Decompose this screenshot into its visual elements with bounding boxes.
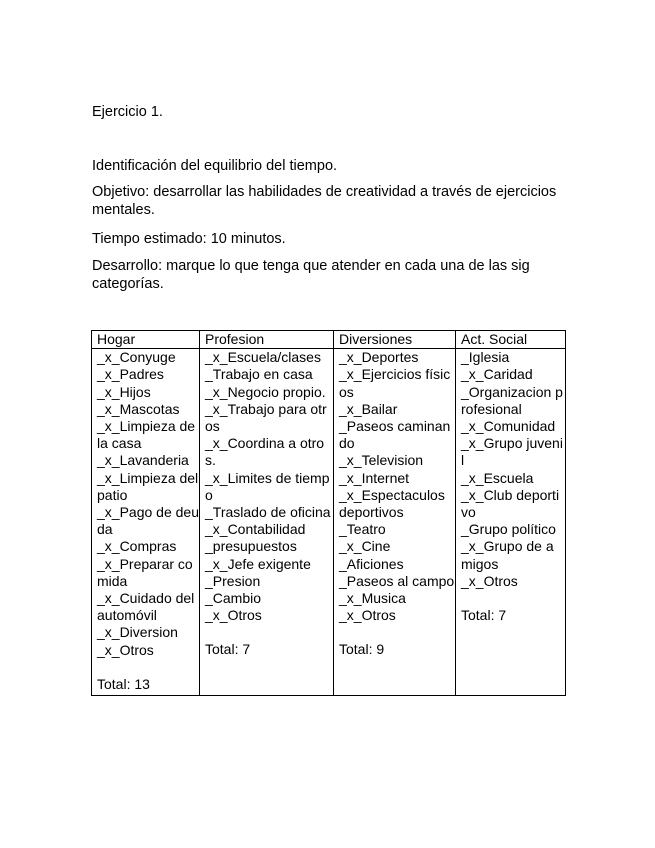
total-diversiones: Total: 9 [339, 641, 385, 658]
list-item: _Organizacion profesional [461, 383, 563, 417]
list-item: _x_Pago de deuda [97, 504, 199, 538]
list-item: _x_Diversion [97, 624, 178, 641]
total-act-social: Total: 7 [461, 607, 507, 624]
list-item: _Teatro [339, 521, 386, 538]
exercise-time: Tiempo estimado: 10 minutos. [92, 231, 286, 247]
list-item: _x_Limpieza de la casa [97, 418, 196, 452]
column-hogar [92, 349, 200, 696]
list-item: _Cambio [205, 590, 262, 607]
column-act-social [456, 349, 566, 696]
spacer [97, 659, 199, 676]
list-item: _x_Grupo juvenil [461, 435, 563, 469]
list-item: _x_Coordina a otros. [205, 435, 325, 469]
list-item: _x_Otros [205, 607, 262, 624]
list-item: _x_Lavanderia [97, 452, 189, 469]
list-item: _x_Limites de tiempo [205, 469, 330, 503]
list-item: _x_Jefe exigente [205, 555, 311, 572]
column-profesion [200, 349, 334, 696]
column-header-act-social: Act. Social [456, 331, 566, 349]
exercise-objective: Objetivo: desarrollar las habilidades de creatividad a través de ejercicios mentales. [92, 184, 557, 218]
exercise-title: Ejercicio 1. [92, 104, 163, 120]
column-header-hogar: Hogar [92, 331, 200, 349]
list-item: _x_Conyuge [97, 349, 176, 366]
list-item: _x_Musica [339, 590, 406, 607]
list-item: _x_Negocio propio. [205, 383, 326, 400]
column-header-profesion: Profesion [200, 331, 334, 349]
list-item: _x_Comunidad [461, 418, 556, 435]
list-item: _x_Deportes [339, 349, 419, 366]
list-item: _x_Bailar [339, 400, 398, 417]
list-item: _x_Otros [461, 572, 518, 589]
list-item: _x_Ejercicios físicos [339, 366, 451, 400]
list-item: _x_Cuidado del automóvil [97, 590, 195, 624]
list-item: _x_Compras [97, 538, 177, 555]
total-profesion: Total: 7 [205, 641, 251, 658]
list-item: _x_Hijos [97, 383, 151, 400]
list-item: _Paseos al campo [339, 572, 455, 589]
table-header-row [92, 331, 566, 349]
list-item: _x_Escuela [461, 469, 534, 486]
list-item: _x_Television [339, 452, 424, 469]
table-body-row [92, 349, 566, 696]
list-item: _Iglesia [461, 349, 510, 366]
spacer [339, 624, 455, 641]
exercise-heading: Identificación del equilibrio del tiempo. [92, 158, 338, 174]
list-item: _Aficiones [339, 555, 404, 572]
list-item: _x_Otros [339, 607, 396, 624]
list-item: _x_Espectaculos deportivos [339, 486, 445, 521]
list-item: _Presion [205, 572, 261, 589]
list-item: _x_Mascotas [97, 400, 180, 417]
list-item: _x_Grupo de amigos [461, 538, 554, 572]
list-item: _Paseos caminando [339, 418, 451, 452]
column-diversiones [334, 349, 456, 696]
list-item: _x_Padres [97, 366, 164, 383]
list-item: _x_Internet [339, 469, 410, 486]
list-item: _x_Club deportivo [461, 486, 560, 521]
total-hogar: Total: 13 [97, 675, 150, 692]
list-item: _x_Contabilidad [205, 521, 306, 538]
list-item: _x_Otros [97, 641, 154, 658]
list-item: _x_Preparar comida [97, 555, 193, 589]
exercise-development: Desarrollo: marque lo que tenga que atender en cada una de las sig categorías. [92, 258, 530, 292]
categories-table [91, 330, 566, 696]
list-item: _presupuestos [205, 538, 297, 555]
list-item: _Trabajo en casa [205, 366, 313, 383]
list-item: _x_Cine [339, 538, 391, 555]
list-item: _x_Trabajo para otros [205, 400, 327, 435]
list-item: _x_Limpieza del patio [97, 469, 199, 503]
column-header-diversiones: Diversiones [334, 331, 456, 349]
spacer [461, 590, 565, 607]
list-item: _x_Escuela/clases [205, 349, 321, 366]
list-item: _x_Caridad [461, 366, 533, 383]
spacer [205, 624, 333, 641]
list-item: _Grupo político [461, 521, 556, 538]
list-item: _Traslado de oficina [205, 504, 331, 521]
